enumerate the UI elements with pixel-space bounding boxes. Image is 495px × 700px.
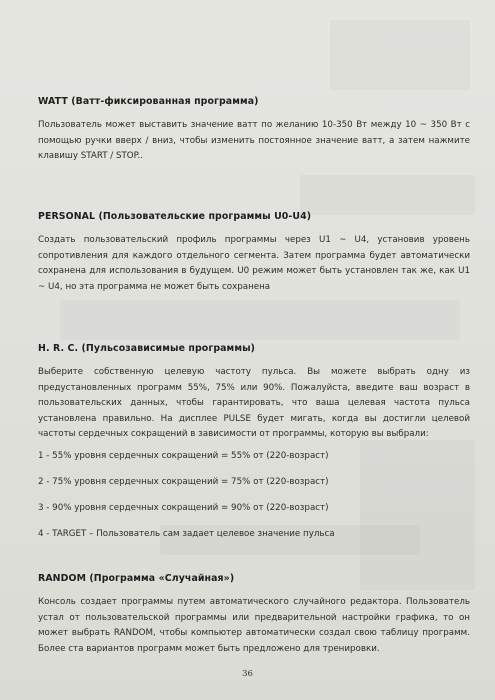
section-hrc — [38, 343, 470, 553]
show-through-shadow — [60, 300, 460, 340]
list-item: 2 - 75% уровня сердечных сокращений = 75% от (220-возраст) — [38, 476, 329, 487]
section-heading: H. R. C. (Пульсозависимые программы) — [38, 343, 256, 354]
section-heading: PERSONAL (Пользовательские программы U0-U4) — [38, 211, 312, 222]
list-item: 4 - TARGET – Пользователь сам задает целевое значение пульса — [38, 528, 335, 539]
section-heading: WATT (Ватт-фиксированная программа) — [38, 96, 259, 107]
page-number: 36 — [242, 669, 253, 679]
section-heading: RANDOM (Программа «Случайная») — [38, 573, 235, 584]
section-paragraph: Выберите собственную целевую частоту пульса. Вы можете выбрать одну из предустановленных программ 55%, 75% или 90%. Пожалуйста, введите ваш возраст в пользовательских данных, чтобы гарантировать, что ваша целевая частота пульса установлена правильно. На дисплее PULSE будет мигать, когда вы достигли целевой частоты сердечных сокращений в зависимости от программы, которую вы выбрали: — [38, 367, 470, 439]
section-random — [38, 573, 470, 657]
section-paragraph: Пользователь может выставить значение ватт по желанию 10-350 Вт между 10 ~ 350 Вт с помощью ручки вверх / вниз, чтобы изменить постоянное значение ватт, а затем нажмите клавишу START / STOP.. — [38, 120, 470, 161]
section-paragraph: Создать пользовательский профиль программы через U1 ~ U4, установив уровень сопротивления для каждого отдельного сегмента. Затем программа будет автоматически сохранена для использования в будущем. U0 режим может быть установлен так же, как U1 ~ U4, но эта программа не может быть сохранена — [38, 235, 470, 292]
show-through-shadow — [330, 20, 470, 90]
section-paragraph: Консоль создает программы путем автоматического случайного редактора. Пользователь устал от пользовательской программы или предварительной настройки графика, то он может выбрать RANDOM, чтобы компьютер автоматически создал свою таблицу программ. Более ста вариантов программ может быть предложено для тренировки. — [38, 597, 470, 654]
list-item: 1 - 55% уровня сердечных сокращений = 55% от (220-возраст) — [38, 450, 329, 461]
section-personal — [38, 211, 470, 295]
list-item: 3 - 90% уровня сердечных сокращений = 90% от (220-возраст) — [38, 502, 329, 513]
hrc-program-list — [38, 449, 470, 543]
section-watt — [38, 96, 470, 165]
show-through-shadow — [300, 175, 475, 215]
